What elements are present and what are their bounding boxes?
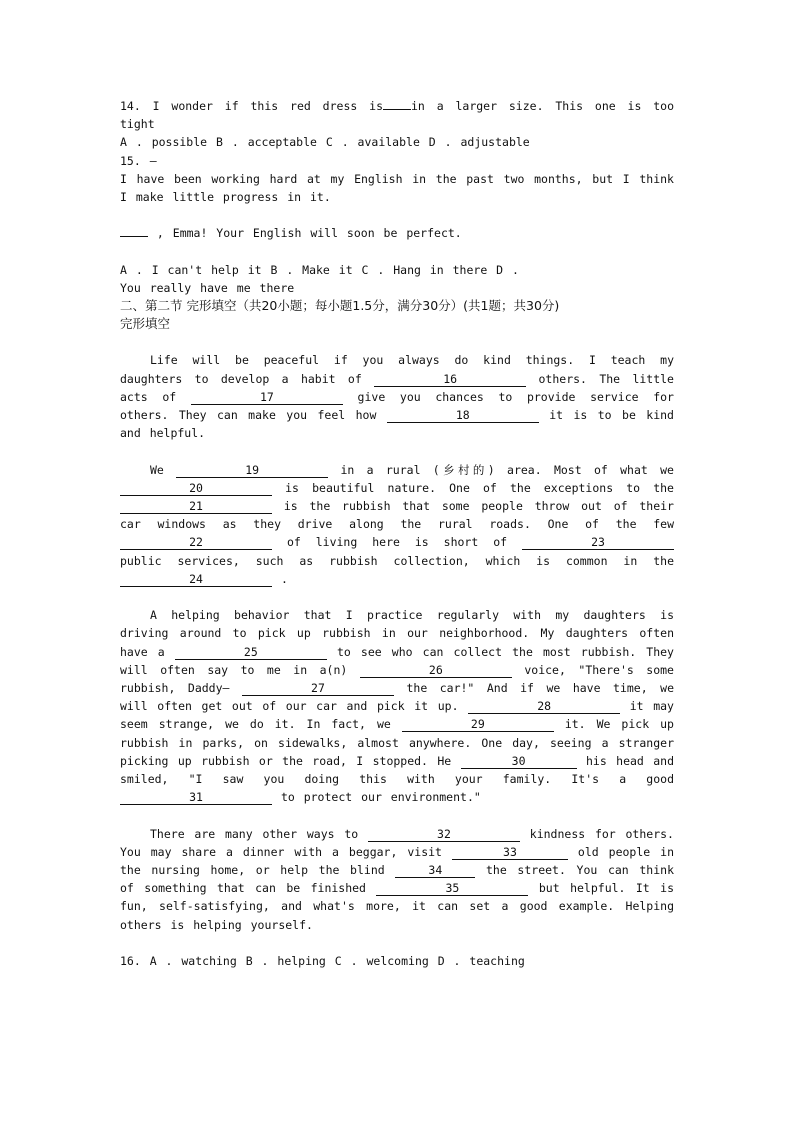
- blank-26[interactable]: 26: [360, 663, 512, 678]
- blank-21[interactable]: 21: [120, 499, 272, 514]
- blank-31[interactable]: 31: [120, 790, 272, 805]
- question-14-options: A . possible B . acceptable C . available D . adjustable: [120, 135, 530, 150]
- blank-35[interactable]: 35: [376, 881, 528, 896]
- blank-34[interactable]: 34: [395, 863, 475, 878]
- blank-17[interactable]: 17: [191, 390, 343, 405]
- blank-33[interactable]: 33: [452, 845, 568, 860]
- q15-answer-blank[interactable]: [120, 236, 148, 237]
- blank-22[interactable]: 22: [120, 535, 272, 550]
- blank-19[interactable]: 19: [176, 463, 328, 478]
- question-15-number: 15. —: [120, 153, 157, 168]
- passage-paragraph-2: We 19 in a rural (乡村的) area. Most of what we 20 is beautiful nature. One of the exceptions to the 21 is the rubbish that some people throw out of their car windows as they drive along the rural roads. One of the few 22 of living here is short of 23 public services, such as rubbish collection, which is common in the 24 .: [120, 462, 674, 586]
- blank-24[interactable]: 24: [120, 572, 272, 587]
- blank-30[interactable]: 30: [461, 754, 577, 769]
- q14-answer-blank[interactable]: [383, 109, 411, 110]
- blank-29[interactable]: 29: [402, 717, 554, 732]
- q15-line2-text: , Emma! Your English will soon be perfect.: [148, 226, 462, 241]
- blank-23[interactable]: 23: [522, 535, 674, 550]
- question-15-options: A . I can't help it B . Make it C . Hang in there D .: [120, 262, 519, 277]
- section-subtitle: 完形填空: [120, 316, 171, 332]
- blank-16[interactable]: 16: [374, 372, 526, 387]
- q14-stem-after: in a larger size. This one is too tight: [120, 99, 674, 132]
- passage-paragraph-1: Life will be peaceful if you always do kind things. I teach my daughters to develop a habit of 16 others. The little acts of 17 give you chances to provide service for others. They can make you feel how 18 it is to be kind and helpful.: [120, 353, 674, 441]
- section-title: 二、第二节 完形填空（共20小题；每小题1.5分，满分30分）(共1题；共30分): [120, 298, 560, 314]
- blank-20[interactable]: 20: [120, 481, 272, 496]
- blank-18[interactable]: 18: [387, 408, 539, 423]
- question-15-line1: I have been working hard at my English in the past two months, but I think I make little progress in it.: [120, 171, 674, 205]
- blank-27[interactable]: 27: [242, 681, 394, 696]
- passage-paragraph-4: There are many other ways to 32 kindness for others. You may share a dinner with a beggar, visit 33 old people in the nursing home, or help the blind 34 the street. You can think of something that can be finished 35 but helpful. It is fun, self-satisfying, and what's more, it can set a good example. Helping others is helping yourself.: [120, 826, 675, 932]
- question-16-options: 16. A . watching B . helping C . welcoming D . teaching: [120, 954, 525, 969]
- q14-stem-before: 14. I wonder if this red dress is: [120, 99, 383, 113]
- document-page: [120, 97, 674, 970]
- blank-25[interactable]: 25: [175, 645, 327, 660]
- question-15-options-cont: You really have me there: [120, 281, 295, 295]
- passage-paragraph-3: A helping behavior that I practice regularly with my daughters is driving around to pick up rubbish in our neighborhood. My daughters often have a 25 to see who can collect the most rubbish. They will often say to me in a(n) 26 voice, "There's some rubbish, Daddy— 27 the car!" And if we have time, we will often get out of our car and pick it up. 28 it may seem strange, we do it. In fact, we 29 it. We pick up rubbish in parks, on sidewalks, almost anywhere. One day, seeing a stranger picking up rubbish or the road, I stopped. He 30 his head and smiled, "I saw you doing this with your family. It's a good 31 to protect our environment.": [120, 608, 674, 805]
- blank-32[interactable]: 32: [368, 827, 520, 842]
- question-14-stem: [120, 97, 674, 133]
- blank-28[interactable]: 28: [468, 699, 620, 714]
- question-15-line2: [120, 224, 674, 242]
